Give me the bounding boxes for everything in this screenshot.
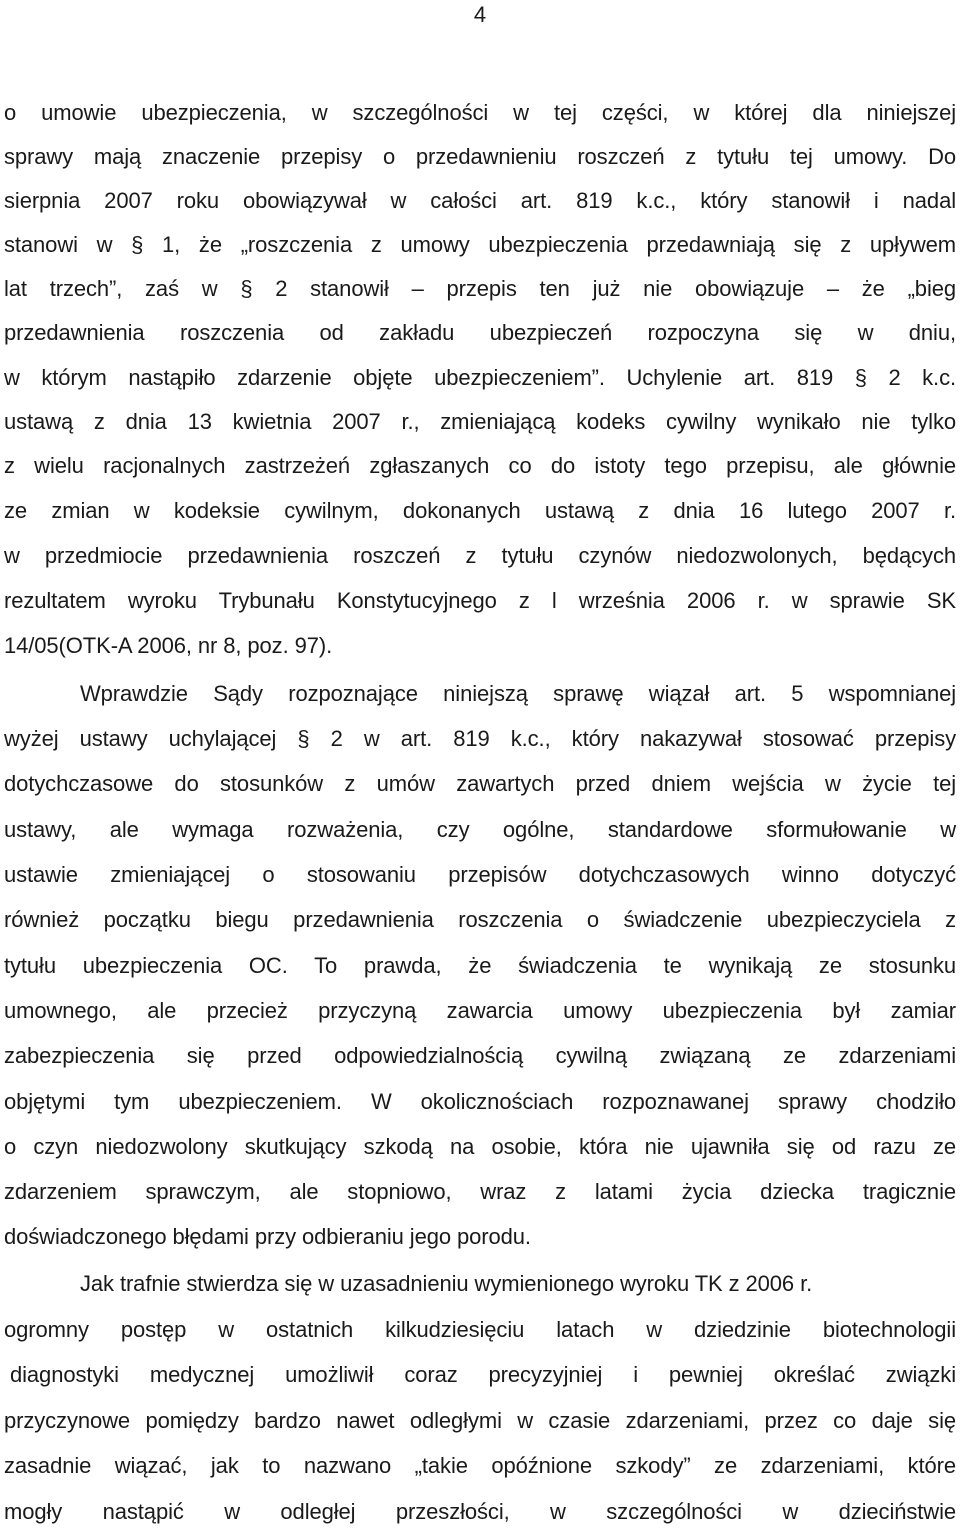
text-line: rezultatem wyroku Trybunału Konstytucyjnego z l września 2006 r. w sprawie SK (4, 588, 956, 613)
text-line: ustawy, ale wymaga rozważenia, czy ogólne, standardowe sformułowanie w (4, 817, 956, 842)
text-line: tytułu ubezpieczenia OC. To prawda, że świadczenia te wynikają ze stosunku (4, 953, 956, 978)
text-line: zasadnie wiązać, jak to nazwano „takie opóźnione szkody” ze zdarzeniami, które (4, 1453, 956, 1478)
text-line: przyczynowe pomiędzy bardzo nawet odległymi w czasie zdarzeniami, przez co daje się (4, 1408, 956, 1433)
text-line: mogły nastąpić w odległej przeszłości, w szczególności w dzieciństwie (4, 1499, 956, 1524)
text-line: ustawą z dnia 13 kwietnia 2007 r., zmieniającą kodeks cywilny wynikało nie tylko (4, 409, 956, 434)
text-line: ze zmian w kodeksie cywilnym, dokonanych ustawą z dnia 16 lutego 2007 r. (4, 498, 956, 523)
text-line: w którym nastąpiło zdarzenie objęte ubezpieczeniem”. Uchylenie art. 819 § 2 k.c. (4, 365, 956, 390)
text-line: o umowie ubezpieczenia, w szczególności w tej części, w której dla niniejszej (4, 100, 956, 125)
text-line: sierpnia 2007 roku obowiązywał w całości art. 819 k.c., który stanowił i nadal (4, 188, 956, 213)
text-line: doświadczonego błędami przy odbieraniu jego porodu. (4, 1224, 531, 1249)
text-line: dotychczasowe do stosunków z umów zawartych przed dniem wejścia w życie tej (4, 771, 956, 796)
text-line: ogromny postęp w ostatnich kilkudziesięciu latach w dziedzinie biotechnologii (4, 1317, 956, 1342)
text-line: objętymi tym ubezpieczeniem. W okolicznościach rozpoznawanej sprawy chodziło (4, 1089, 956, 1114)
text-line: Wprawdzie Sądy rozpoznające niniejszą sprawę wiązał art. 5 wspomnianej (80, 681, 956, 706)
text-line: umownego, ale przecież przyczyną zawarcia umowy ubezpieczenia był zamiar (4, 998, 956, 1023)
text-line: przedawnienia roszczenia od zakładu ubezpieczeń rozpoczyna się w dniu, (4, 320, 956, 345)
text-line: sprawy mają znaczenie przepisy o przedawnieniu roszczeń z tytułu tej umowy. Do (4, 144, 956, 169)
text-line: stanowi w § 1, że „roszczenia z umowy ubezpieczenia przedawniają się z upływem (4, 232, 956, 257)
text-line: w przedmiocie przedawnienia roszczeń z tytułu czynów niedozwolonych, będących (4, 543, 956, 568)
text-line: o czyn niedozwolony skutkujący szkodą na osobie, która nie ujawniła się od razu ze (4, 1134, 956, 1159)
text-line: również początku biegu przedawnienia roszczenia o świadczenie ubezpieczyciela z (4, 907, 956, 932)
text-line: wyżej ustawy uchylającej § 2 w art. 819 k.c., który nakazywał stosować przepisy (4, 726, 956, 751)
text-line: zdarzeniem sprawczym, ale stopniowo, wraz z latami życia dziecka tragicznie (4, 1179, 956, 1204)
text-line: lat trzech”, zaś w § 2 stanowił – przepis ten już nie obowiązuje – że „bieg (4, 276, 956, 301)
text-line: Jak trafnie stwierdza się w uzasadnieniu wymienionego wyroku TK z 2006 r. (80, 1271, 813, 1296)
text-line: z wielu racjonalnych zastrzeżeń zgłaszanych co do istoty tego przepisu, ale głównie (4, 453, 956, 478)
text-line: diagnostyki medycznej umożliwił coraz precyzyjniej i pewniej określać związki (10, 1362, 956, 1387)
text-line: zabezpieczenia się przed odpowiedzialnością cywilną związaną ze zdarzeniami (4, 1043, 956, 1068)
page-number: 4 (473, 2, 487, 27)
text-line: 14/05(OTK-A 2006, nr 8, poz. 97). (4, 633, 333, 658)
text-line: ustawie zmieniającej o stosowaniu przepisów dotychczasowych winno dotyczyć (4, 862, 956, 887)
